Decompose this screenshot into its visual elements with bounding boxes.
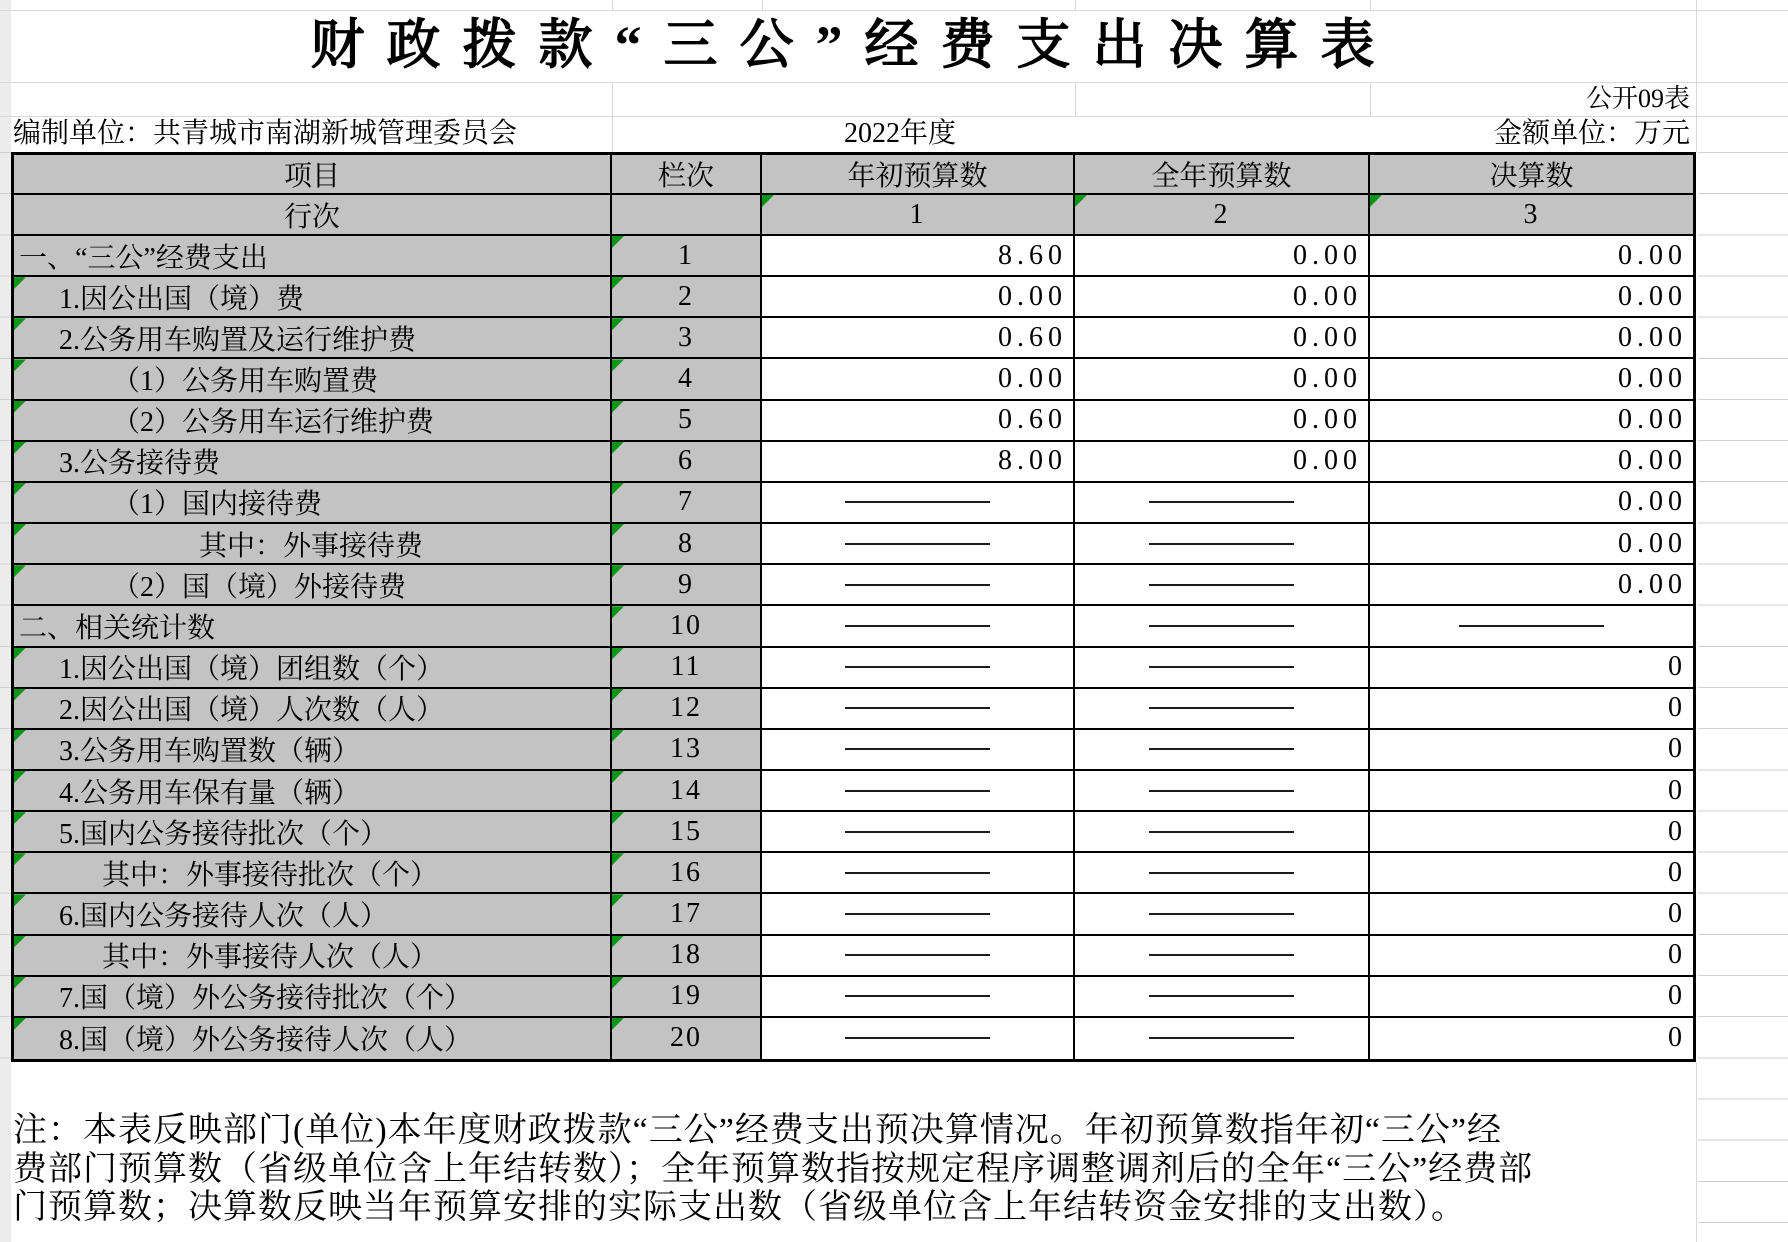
cell-text: 2.公务用车购置及运行维护费 — [59, 324, 417, 356]
line-number-cell[interactable] — [612, 771, 762, 812]
error-indicator-triangle — [612, 483, 624, 495]
page-title: 财政拨款“三公”经费支出决算表 — [310, 15, 1397, 75]
value-cell[interactable] — [1075, 565, 1370, 606]
cell-text: 0 — [1668, 692, 1687, 724]
value-cell[interactable] — [1075, 359, 1370, 400]
dash-line — [845, 831, 990, 833]
dash-line — [1149, 790, 1294, 792]
error-indicator-triangle — [14, 812, 26, 824]
value-cell[interactable] — [762, 853, 1075, 894]
cell-text: 7 — [678, 486, 694, 518]
row-label-cell[interactable] — [14, 524, 612, 565]
value-cell[interactable] — [762, 689, 1075, 730]
value-cell[interactable] — [762, 359, 1075, 400]
cell-text: 栏次 — [657, 161, 714, 192]
value-cell[interactable] — [762, 318, 1075, 359]
value-cell[interactable] — [762, 771, 1075, 812]
dash-line — [1149, 831, 1294, 833]
cell-text: 0.60 — [998, 404, 1067, 436]
cell-text: 4 — [678, 363, 694, 395]
dash-line — [1149, 748, 1294, 750]
gridline — [0, 82, 1788, 83]
cell-text: 一、“三公”经费支出 — [19, 242, 268, 274]
error-indicator-triangle — [612, 894, 624, 906]
value-cell[interactable] — [1075, 1018, 1370, 1059]
line-number-cell[interactable] — [612, 977, 762, 1018]
cell-text: 0 — [1668, 939, 1687, 971]
dash-line — [1149, 584, 1294, 586]
value-cell[interactable] — [1075, 442, 1370, 483]
cell-text: 1.因公出国（境）费 — [59, 283, 305, 315]
value-cell[interactable] — [762, 524, 1075, 565]
cell-text: 0 — [1668, 897, 1687, 929]
amount-unit-label: 金额单位：万元 — [1493, 118, 1690, 149]
prepared-by-label: 编制单位：共青城市南湖新城管理委员会 — [13, 118, 518, 149]
cell-text: 8 — [678, 527, 694, 559]
line-number-cell[interactable] — [612, 812, 762, 853]
value-cell[interactable] — [762, 812, 1075, 853]
row-label-cell[interactable] — [14, 606, 612, 647]
row-label-cell[interactable] — [14, 401, 612, 442]
col-header-project[interactable] — [14, 155, 612, 195]
cell-text: 19 — [670, 980, 702, 1012]
cell-text: 13 — [670, 733, 702, 765]
error-indicator-triangle — [14, 771, 26, 783]
col-header-final-accounts[interactable] — [1370, 155, 1693, 195]
error-indicator-triangle — [14, 689, 26, 701]
cell-text: 0.00 — [1293, 239, 1362, 271]
cell-text: 8.00 — [998, 445, 1067, 477]
value-cell[interactable] — [1075, 812, 1370, 853]
error-indicator-triangle — [612, 648, 624, 660]
cell-text: 0 — [1668, 1022, 1687, 1054]
value-cell[interactable] — [1370, 236, 1693, 277]
cell-text: 15 — [670, 815, 702, 847]
line-number-cell[interactable] — [612, 648, 762, 689]
line-number-cell[interactable] — [612, 401, 762, 442]
dash-line — [1149, 543, 1294, 545]
error-indicator-triangle — [14, 936, 26, 948]
cell-text: 全年预算数 — [1151, 161, 1292, 192]
error-indicator-triangle — [612, 401, 624, 413]
row-label-cell[interactable] — [14, 1018, 612, 1059]
cell-text: 0 — [1668, 980, 1687, 1012]
dash-line — [1149, 995, 1294, 997]
value-cell[interactable] — [1075, 401, 1370, 442]
cell-text: （2）公务用车运行维护费 — [112, 407, 435, 439]
value-cell[interactable] — [1075, 771, 1370, 812]
value-cell[interactable] — [1075, 606, 1370, 647]
value-cell[interactable] — [1075, 524, 1370, 565]
cell-text: 3.公务接待费 — [59, 448, 221, 480]
value-cell[interactable] — [1075, 977, 1370, 1018]
value-cell[interactable] — [1370, 853, 1693, 894]
cell-text: 1 — [678, 239, 694, 271]
error-indicator-triangle — [612, 277, 624, 289]
error-indicator-triangle — [612, 359, 624, 371]
error-indicator-triangle — [14, 318, 26, 330]
cell-text: 2.因公出国（境）人次数（人） — [59, 695, 445, 727]
unit-row — [0, 116, 1788, 152]
value-cell[interactable] — [1075, 483, 1370, 524]
error-indicator-triangle — [762, 195, 774, 207]
cell-text: 6 — [678, 445, 694, 477]
error-indicator-triangle — [14, 565, 26, 577]
value-cell[interactable] — [1075, 648, 1370, 689]
line-number-cell[interactable] — [612, 853, 762, 894]
line-number-cell[interactable] — [612, 565, 762, 606]
row-label-cell[interactable] — [14, 648, 612, 689]
value-cell[interactable] — [762, 483, 1075, 524]
dash-line — [845, 501, 990, 503]
dash-line — [1149, 666, 1294, 668]
col-header-annual-budget[interactable] — [1075, 155, 1370, 195]
cell-text: 二、相关统计数 — [19, 612, 216, 644]
value-cell[interactable] — [1370, 524, 1693, 565]
dash-line — [1149, 954, 1294, 956]
error-indicator-triangle — [1370, 195, 1382, 207]
value-cell[interactable] — [762, 936, 1075, 977]
fiscal-year-label: 2022年度 — [843, 118, 956, 149]
error-indicator-triangle — [14, 442, 26, 454]
line-number-cell[interactable] — [612, 1018, 762, 1059]
cell-text: 8.国（境）外公务接待人次（人） — [59, 1025, 473, 1057]
cell-text: 0 — [1668, 651, 1687, 683]
cell-text: 4.公务用车保有量（辆） — [59, 777, 361, 809]
col-header-initial-budget[interactable] — [762, 155, 1075, 195]
error-indicator-triangle — [612, 936, 624, 948]
error-indicator-triangle — [612, 689, 624, 701]
cell-text: 0.00 — [1618, 321, 1687, 353]
row-label-cell[interactable] — [14, 359, 612, 400]
row-label-cell[interactable] — [14, 977, 612, 1018]
line-number-cell[interactable] — [612, 689, 762, 730]
error-indicator-triangle — [14, 524, 26, 536]
line-number-cell[interactable] — [612, 936, 762, 977]
dash-line — [1149, 872, 1294, 874]
value-cell[interactable] — [1075, 853, 1370, 894]
value-cell[interactable] — [762, 894, 1075, 935]
error-indicator-triangle — [612, 606, 624, 618]
dash-line — [845, 995, 990, 997]
cell-text: 0.00 — [1618, 486, 1687, 518]
dash-line — [1149, 1037, 1294, 1039]
error-indicator-triangle — [14, 359, 26, 371]
table-note — [13, 1112, 1733, 1228]
error-indicator-triangle — [14, 277, 26, 289]
cell-text: （2）国（境）外接待费 — [112, 571, 407, 603]
cell-text: 行次 — [283, 201, 340, 233]
cell-text: 11 — [670, 651, 702, 683]
cell-text: （1）国内接待费 — [112, 489, 323, 521]
row-label-cell[interactable] — [14, 730, 612, 771]
gridline — [1698, 152, 1788, 1242]
value-cell[interactable] — [1370, 771, 1693, 812]
blank-cell[interactable] — [612, 195, 762, 236]
dash-line — [845, 625, 990, 627]
error-indicator-triangle — [612, 565, 624, 577]
dash-line — [1149, 913, 1294, 915]
row-label-cell[interactable] — [14, 442, 612, 483]
cell-text: 0.00 — [1618, 568, 1687, 600]
value-cell[interactable] — [1370, 648, 1693, 689]
line-number-cell[interactable] — [612, 277, 762, 318]
error-indicator-triangle — [612, 812, 624, 824]
value-cell[interactable] — [1370, 606, 1693, 647]
value-cell[interactable] — [1075, 236, 1370, 277]
row-label-cell[interactable] — [14, 894, 612, 935]
dash-line — [845, 543, 990, 545]
error-indicator-triangle — [14, 853, 26, 865]
cell-text: 0.60 — [998, 321, 1067, 353]
line-number-cell[interactable] — [612, 359, 762, 400]
cell-text: 2 — [678, 280, 694, 312]
note-line: 注：本表反映部门(单位)本年度财政拨款“三公”经费支出预决算情况。年初预算数指年初“三公”经 — [13, 1112, 1503, 1149]
cell-text: 0.00 — [998, 280, 1067, 312]
value-cell[interactable] — [762, 977, 1075, 1018]
error-indicator-triangle — [612, 771, 624, 783]
error-indicator-triangle — [14, 977, 26, 989]
row-label-cell[interactable] — [14, 689, 612, 730]
cell-text: 0 — [1668, 856, 1687, 888]
dash-line — [1459, 625, 1604, 627]
value-cell[interactable] — [1370, 1018, 1693, 1059]
dash-line — [1149, 501, 1294, 503]
line-number-cell[interactable] — [612, 442, 762, 483]
row-label-cell[interactable] — [14, 318, 612, 359]
cell-text: 0.00 — [1618, 363, 1687, 395]
col-number-cell[interactable] — [762, 195, 1075, 236]
row-label-cell[interactable] — [14, 853, 612, 894]
cell-text: 6.国内公务接待人次（人） — [59, 900, 389, 932]
error-indicator-triangle — [612, 1018, 624, 1030]
row-label-cell[interactable] — [14, 812, 612, 853]
cell-text: 16 — [670, 856, 702, 888]
value-cell[interactable] — [1370, 977, 1693, 1018]
cell-text: 5 — [678, 404, 694, 436]
cell-text: 0.00 — [1293, 321, 1362, 353]
cell-text: 0.00 — [1618, 445, 1687, 477]
value-cell[interactable] — [762, 442, 1075, 483]
value-cell[interactable] — [1370, 483, 1693, 524]
row-label-cell[interactable] — [14, 771, 612, 812]
error-indicator-triangle — [612, 853, 624, 865]
value-cell[interactable] — [1075, 730, 1370, 771]
cell-text: 20 — [670, 1022, 702, 1054]
dash-line — [845, 707, 990, 709]
value-cell[interactable] — [762, 565, 1075, 606]
gridline — [0, 152, 11, 1062]
cell-text: 0 — [1668, 774, 1687, 806]
dash-line — [845, 1037, 990, 1039]
value-cell[interactable] — [1370, 401, 1693, 442]
cell-text: 其中：外事接待批次（个） — [102, 859, 439, 891]
row-label-cell[interactable] — [14, 565, 612, 606]
error-indicator-triangle — [612, 318, 624, 330]
value-cell[interactable] — [762, 401, 1075, 442]
error-indicator-triangle — [14, 483, 26, 495]
value-cell[interactable] — [762, 1018, 1075, 1059]
value-cell[interactable] — [1370, 359, 1693, 400]
dash-line — [845, 954, 990, 956]
cell-text: 14 — [670, 774, 702, 806]
value-cell[interactable] — [1075, 689, 1370, 730]
value-cell[interactable] — [1370, 730, 1693, 771]
line-number-cell[interactable] — [612, 236, 762, 277]
row-label-cell[interactable] — [14, 936, 612, 977]
cell-text: 17 — [670, 897, 702, 929]
value-cell[interactable] — [1075, 936, 1370, 977]
dash-line — [845, 666, 990, 668]
cell-text: 年初预算数 — [847, 161, 988, 192]
cell-text: 0.00 — [1618, 239, 1687, 271]
error-indicator-triangle — [612, 730, 624, 742]
error-indicator-triangle — [612, 524, 624, 536]
expense-table — [11, 152, 1696, 1062]
cell-text: 0.00 — [998, 363, 1067, 395]
value-cell[interactable] — [1370, 894, 1693, 935]
value-cell[interactable] — [762, 277, 1075, 318]
value-cell[interactable] — [1075, 318, 1370, 359]
cell-text: 决算数 — [1489, 161, 1574, 192]
row-label-cell[interactable] — [14, 236, 612, 277]
cell-text: 0.00 — [1293, 363, 1362, 395]
col-header-column-no[interactable] — [612, 155, 762, 195]
row-index-header[interactable] — [14, 195, 612, 236]
value-cell[interactable] — [762, 730, 1075, 771]
cell-text: 0.00 — [1618, 527, 1687, 559]
dash-line — [845, 790, 990, 792]
value-cell[interactable] — [1075, 894, 1370, 935]
error-indicator-triangle — [14, 648, 26, 660]
cell-text: 其中：外事接待费 — [199, 530, 424, 562]
line-number-cell[interactable] — [612, 730, 762, 771]
value-cell[interactable] — [1370, 812, 1693, 853]
value-cell[interactable] — [1370, 565, 1693, 606]
cell-text: 0.00 — [1618, 404, 1687, 436]
cell-text: 2 — [1213, 198, 1230, 230]
line-number-cell[interactable] — [612, 524, 762, 565]
dash-line — [845, 748, 990, 750]
note-line: 费部门预算数（省级单位含上年结转数）；全年预算数指按规定程序调整调剂后的全年“三公”经费部 — [13, 1150, 1534, 1188]
cell-text: 1 — [909, 198, 926, 230]
error-indicator-triangle — [612, 442, 624, 454]
cell-text: 项目 — [283, 161, 340, 192]
cell-text: 8.60 — [998, 239, 1067, 271]
cell-text: （1）公务用车购置费 — [112, 366, 379, 398]
line-number-cell[interactable] — [612, 318, 762, 359]
cell-text: 10 — [670, 609, 702, 641]
dash-line — [1149, 707, 1294, 709]
value-cell[interactable] — [1370, 936, 1693, 977]
value-cell[interactable] — [762, 648, 1075, 689]
cell-text: 12 — [670, 692, 702, 724]
cell-text: 7.国（境）外公务接待批次（个） — [59, 983, 473, 1015]
col-number-cell[interactable] — [1075, 195, 1370, 236]
dash-line — [1149, 625, 1294, 627]
dash-line — [845, 584, 990, 586]
row-label-cell[interactable] — [14, 483, 612, 524]
cell-text: 18 — [670, 939, 702, 971]
value-cell[interactable] — [1075, 277, 1370, 318]
line-number-cell[interactable] — [612, 606, 762, 647]
table-code: 公开09表 — [1585, 84, 1690, 113]
cell-text: 1.因公出国（境）团组数（个） — [59, 654, 445, 686]
note-line: 门预算数；决算数反映当年预算安排的实际支出数（省级单位含上年结转资金安排的支出数）。 — [13, 1189, 1466, 1226]
error-indicator-triangle — [14, 401, 26, 413]
value-cell[interactable] — [762, 236, 1075, 277]
error-indicator-triangle — [14, 1018, 26, 1030]
cell-text: 3 — [678, 321, 694, 353]
cell-text: 3.公务用车购置数（辆） — [59, 736, 361, 768]
error-indicator-triangle — [14, 730, 26, 742]
line-number-cell[interactable] — [612, 894, 762, 935]
cell-text: 0.00 — [1293, 404, 1362, 436]
cell-text: 0.00 — [1293, 280, 1362, 312]
cell-text: 0.00 — [1293, 445, 1362, 477]
error-indicator-triangle — [612, 236, 624, 248]
cell-text: 9 — [678, 568, 694, 600]
row-label-cell[interactable] — [14, 277, 612, 318]
error-indicator-triangle — [14, 894, 26, 906]
cell-text: 0.00 — [1618, 280, 1687, 312]
col-number-cell[interactable] — [1370, 195, 1693, 236]
dash-line — [845, 872, 990, 874]
error-indicator-triangle — [612, 977, 624, 989]
value-cell[interactable] — [1370, 277, 1693, 318]
cell-text: 0 — [1668, 733, 1687, 765]
value-cell[interactable] — [1370, 442, 1693, 483]
cell-text: 5.国内公务接待批次（个） — [59, 818, 389, 850]
line-number-cell[interactable] — [612, 483, 762, 524]
error-indicator-triangle — [1075, 195, 1087, 207]
cell-text: 其中：外事接待人次（人） — [102, 942, 439, 974]
value-cell[interactable] — [762, 606, 1075, 647]
value-cell[interactable] — [1370, 689, 1693, 730]
dash-line — [845, 913, 990, 915]
value-cell[interactable] — [1370, 318, 1693, 359]
cell-text: 3 — [1523, 198, 1540, 230]
cell-text: 0 — [1668, 815, 1687, 847]
